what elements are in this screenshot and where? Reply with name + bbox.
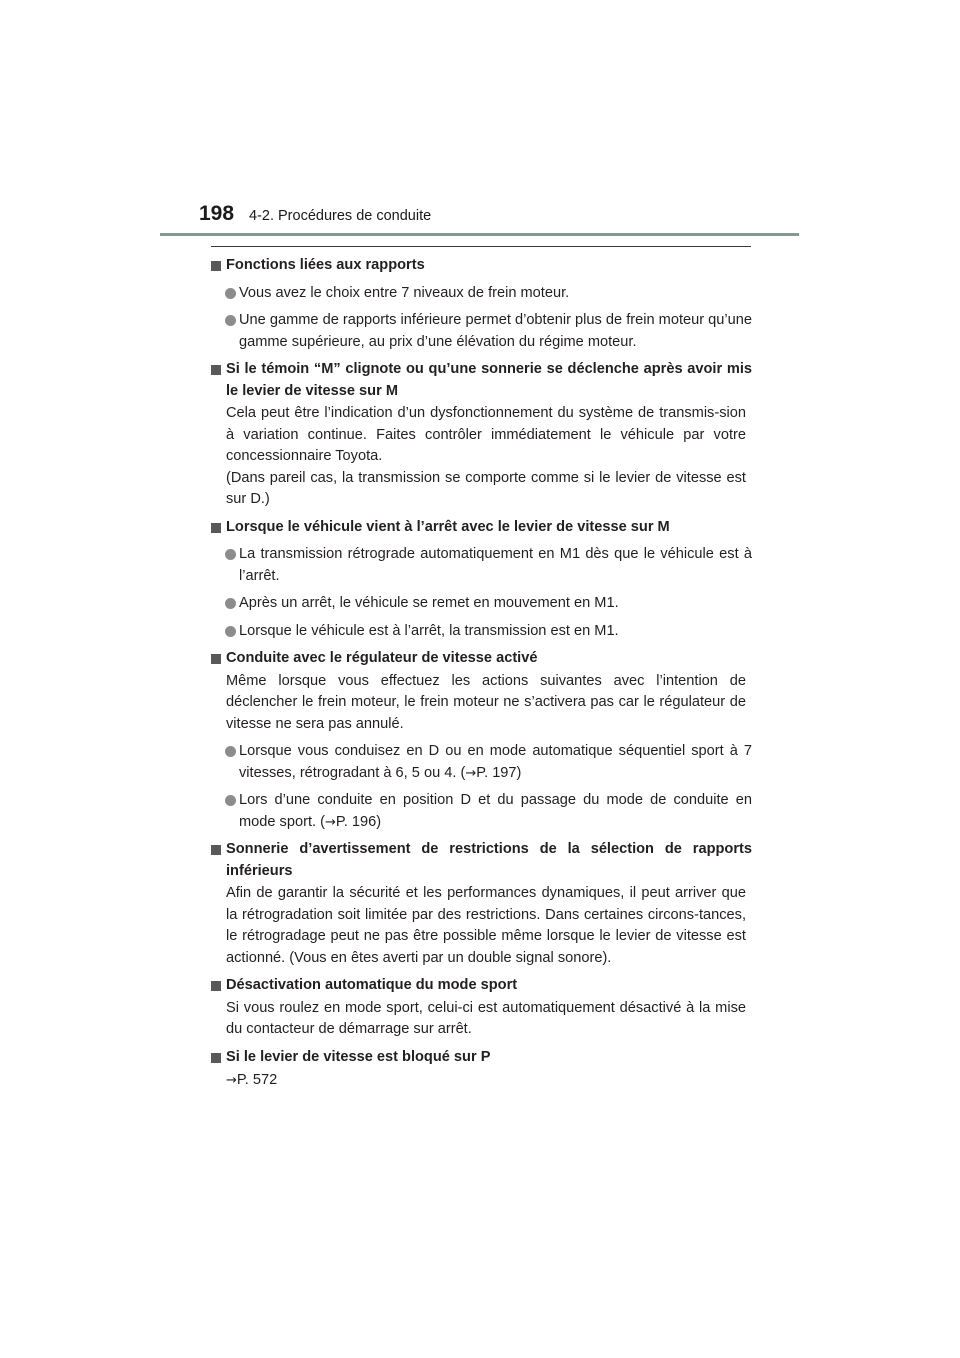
heading-text: Désactivation automatique du mode sport bbox=[226, 977, 518, 993]
round-bullet-icon bbox=[225, 549, 236, 560]
list-item-text: Lorsque vous conduisez en D ou en mode automatique séquentiel sport à 7 vitesses, rétrogradant à 6, 5 ou 4. ( bbox=[239, 743, 752, 781]
list-item bbox=[211, 741, 752, 784]
section-heading bbox=[211, 517, 752, 539]
page-reference bbox=[211, 1070, 752, 1092]
section-heading bbox=[211, 359, 752, 402]
paragraph bbox=[211, 403, 752, 511]
square-bullet-icon bbox=[211, 365, 221, 375]
list-item-text: Lorsque le véhicule est à l’arrêt, la transmission est en M1. bbox=[239, 622, 619, 639]
square-bullet-icon bbox=[211, 1053, 221, 1063]
paragraph bbox=[211, 998, 752, 1041]
page-reference-link[interactable]: P. 572 bbox=[236, 1072, 278, 1088]
list-item bbox=[211, 790, 752, 833]
arrow-right-icon: → bbox=[465, 765, 477, 781]
heading-text: Fonctions liées aux rapports bbox=[226, 257, 425, 273]
paragraph-text: Afin de garantir la sécurité et les performances dynamiques, il peut arriver que la rétrogradation soit limitée par des restrictions. Dans certaines circons-tances, le rétrogradage peut ne pas être possible même lorsque le levier de vitesse est actionné. (Vous en êtes averti par un double signal sonore). bbox=[226, 885, 746, 966]
arrow-right-icon: → bbox=[324, 814, 336, 830]
heading-text: Si le levier de vitesse est bloqué sur P bbox=[226, 1048, 491, 1065]
heading-text: Si le témoin “M” clignote ou qu’une sonnerie se déclenche après avoir mis le levier de vitesse sur M bbox=[226, 361, 752, 399]
section-heading bbox=[211, 648, 752, 670]
round-bullet-icon bbox=[225, 315, 236, 326]
paragraph-text: Même lorsque vous effectuez les actions suivantes avec l’intention de déclencher le frein moteur, le frein moteur ne s’activera pas car le régulateur de vitesse ne sera pas annulé. bbox=[226, 672, 746, 732]
list-item-text: La transmission rétrograde automatiquement en M1 dès que le véhicule est à l’arrêt. bbox=[239, 546, 752, 584]
content bbox=[211, 255, 752, 1092]
content-rule bbox=[211, 246, 751, 247]
section-title: 4-2. Procédures de conduite bbox=[249, 208, 432, 224]
square-bullet-icon bbox=[211, 981, 221, 991]
section-heading bbox=[211, 1047, 752, 1069]
list-item bbox=[211, 621, 752, 643]
round-bullet-icon bbox=[225, 746, 236, 757]
list-item-text: Une gamme de rapports inférieure permet d’obtenir plus de frein moteur qu’une gamme supérieure, au prix d’une élévation du régime moteur. bbox=[239, 312, 752, 350]
paragraph-text: Si vous roulez en mode sport, celui-ci est automatiquement désactivé à la mise du contacteur de démarrage sur arrêt. bbox=[226, 999, 746, 1037]
square-bullet-icon bbox=[211, 654, 221, 664]
paragraph-text: (Dans pareil cas, la transmission se comporte comme si le levier de vitesse est sur D.) bbox=[226, 469, 746, 507]
arrow-right-icon: → bbox=[226, 1073, 237, 1088]
header-rule bbox=[160, 233, 799, 236]
list-item-text: Vous avez le choix entre 7 niveaux de frein moteur. bbox=[239, 284, 570, 301]
list-item bbox=[211, 283, 752, 305]
list-item bbox=[211, 593, 752, 615]
heading-text: Lorsque le véhicule vient à l’arrêt avec le levier de vitesse sur M bbox=[226, 518, 670, 535]
paragraph bbox=[211, 883, 752, 969]
square-bullet-icon bbox=[211, 523, 221, 533]
page-number: 198 bbox=[199, 202, 235, 225]
page-reference-link[interactable]: P. 196) bbox=[335, 813, 382, 830]
round-bullet-icon bbox=[225, 598, 236, 609]
paragraph-text: Cela peut être l’indication d’un dysfonctionnement du système de transmis-sion à variation continue. Faites contrôler immédiatement le véhicule par votre concessionnaire Toyota. bbox=[226, 405, 746, 464]
round-bullet-icon bbox=[225, 626, 236, 637]
section-heading bbox=[211, 975, 752, 997]
square-bullet-icon bbox=[211, 845, 221, 855]
heading-text: Sonnerie d’avertissement de restrictions de la sélection de rapports inférieurs bbox=[226, 841, 752, 879]
heading-text: Conduite avec le régulateur de vitesse activé bbox=[226, 650, 538, 666]
list-item bbox=[211, 544, 752, 587]
section-heading bbox=[211, 839, 752, 882]
list-item-text: Lors d’une conduite en position D et du passage du mode de conduite en mode sport. ( bbox=[239, 792, 752, 830]
square-bullet-icon bbox=[211, 261, 221, 271]
page-reference-link[interactable]: P. 197) bbox=[476, 764, 522, 781]
list-item bbox=[211, 310, 752, 353]
round-bullet-icon bbox=[225, 288, 236, 299]
list-item-text: Après un arrêt, le véhicule se remet en mouvement en M1. bbox=[239, 595, 619, 611]
paragraph bbox=[211, 671, 752, 736]
round-bullet-icon bbox=[225, 795, 236, 806]
section-heading bbox=[211, 255, 752, 277]
